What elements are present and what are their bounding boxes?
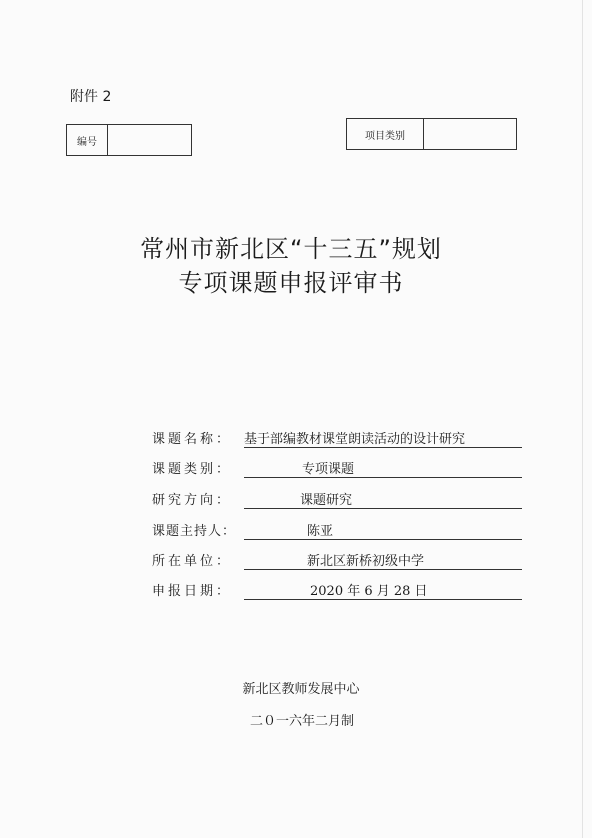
number-box xyxy=(66,124,192,156)
document-title-line2: 专项课题申报评审书 xyxy=(178,269,404,297)
field-label: 课题主持人： xyxy=(152,524,237,539)
field-value: 2020 年 6 月 28 日 xyxy=(310,584,428,599)
issuing-organization: 新北区教师发展中心 xyxy=(242,682,360,697)
field-value: 专项课题 xyxy=(302,462,355,477)
field-underline xyxy=(244,447,522,448)
field-label: 研究方向： xyxy=(152,493,233,508)
field-label: 申报日期： xyxy=(152,584,233,599)
field-row-host xyxy=(152,520,522,540)
field-row-research-direction xyxy=(152,489,522,509)
field-label: 所在单位： xyxy=(152,554,233,569)
number-field[interactable] xyxy=(108,125,191,155)
field-underline xyxy=(244,508,522,509)
field-label: 课题类别： xyxy=(152,462,233,477)
attachment-label: 附件 2 xyxy=(70,89,112,105)
field-row-topic-category xyxy=(152,458,522,478)
field-row-topic-name xyxy=(152,428,522,448)
document-title-line1: 常州市新北区“十三五”规划 xyxy=(140,235,442,263)
issue-date: 二０一六年二月制 xyxy=(249,714,354,729)
field-underline xyxy=(244,477,522,478)
field-value: 新北区新桥初级中学 xyxy=(307,554,425,569)
number-label: 编号 xyxy=(67,125,108,155)
category-box xyxy=(346,118,517,150)
category-field[interactable] xyxy=(424,119,516,149)
field-underline xyxy=(244,599,522,600)
field-row-unit xyxy=(152,550,522,570)
field-value: 陈亚 xyxy=(307,524,334,539)
field-value: 课题研究 xyxy=(300,493,353,508)
category-label: 项目类别 xyxy=(347,119,424,149)
field-underline xyxy=(244,569,522,570)
field-value: 基于部编教材课堂朗读活动的设计研究 xyxy=(244,432,466,447)
field-row-apply-date xyxy=(152,580,522,600)
field-underline xyxy=(244,539,522,540)
field-label: 课题名称： xyxy=(152,432,233,447)
